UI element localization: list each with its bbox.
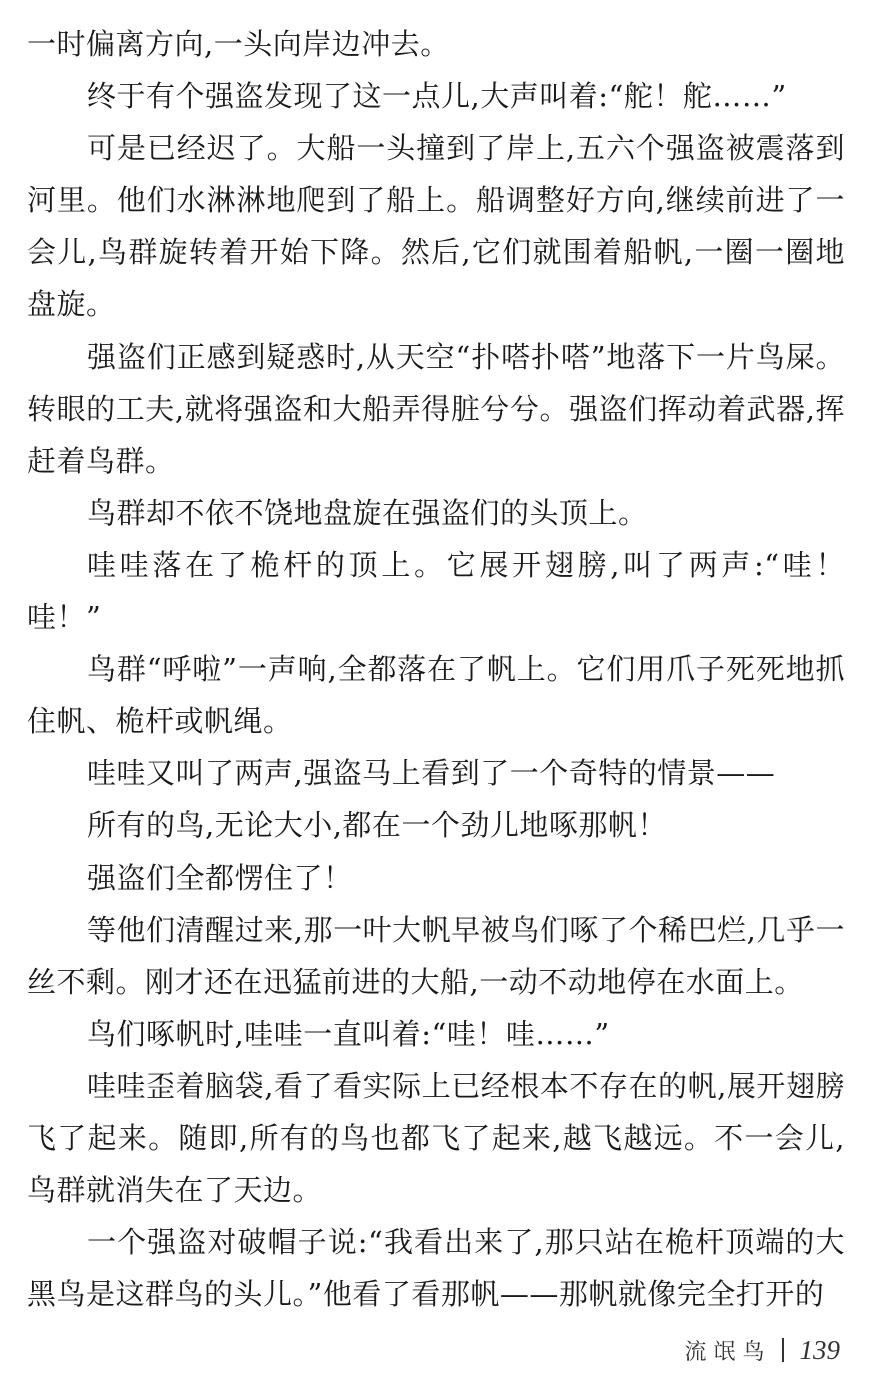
paragraph: 可是已经迟了。大船一头撞到了岸上,五六个强盗被震落到河里。他们水淋淋地爬到了船上。船调整好方向,继续前进了一会儿,鸟群旋转着开始下降。然后,它们就围着船帆,一圈一圈地盘旋。 (27, 131, 845, 322)
paragraph: 一个强盗对破帽子说:“我看出来了,那只站在桅杆顶端的大黑鸟是这群鸟的头儿。”他看了看那帆——那帆就像完全打开的 (27, 1225, 845, 1312)
paragraph: 鸟群却不依不饶地盘旋在强盗们的头顶上。 (87, 495, 648, 530)
page-footer (684, 1330, 840, 1370)
paragraph: 一时偏离方向,一头向岸边冲去。 (27, 27, 450, 61)
footer-divider (782, 1338, 784, 1362)
paragraph: 终于有个强盗发现了这一点儿,大声叫着:“舵！舵……” (87, 79, 787, 114)
paragraph: 强盗们全都愣住了！ (87, 860, 353, 895)
paragraph: 哇哇又叫了两声,强盗马上看到了一个奇特的情景—— (87, 756, 776, 791)
paragraph: 鸟群“呼啦”一声响,全都落在了帆上。它们用爪子死死地抓住帆、桅杆或帆绳。 (27, 652, 845, 739)
paragraph: 哇哇落在了桅杆的顶上。它展开翅膀,叫了两声:“哇！哇！” (27, 547, 845, 635)
running-title: 流氓鸟 (684, 1339, 772, 1365)
page-number: 139 (799, 1334, 840, 1365)
paragraph: 所有的鸟,无论大小,都在一个劲儿地啄那帆！ (87, 808, 667, 843)
paragraph: 等他们清醒过来,那一叶大帆早被鸟们啄了个稀巴烂,几乎一丝不剩。刚才还在迅猛前进的大船,一动不动地停在水面上。 (27, 912, 845, 999)
page-body (27, 18, 845, 1320)
paragraph: 鸟们啄帆时,哇哇一直叫着:“哇！哇……” (87, 1016, 610, 1051)
paragraph: 强盗们正感到疑惑时,从天空“扑嗒扑嗒”地落下一片鸟屎。转眼的工夫,就将强盗和大船弄得脏兮兮。强盗们挥动着武器,挥赶着鸟群。 (27, 339, 845, 478)
paragraph: 哇哇歪着脑袋,看了看实际上已经根本不存在的帆,展开翅膀飞了起来。随即,所有的鸟也都飞了起来,越飞越远。不一会儿,鸟群就消失在了天边。 (27, 1068, 845, 1208)
